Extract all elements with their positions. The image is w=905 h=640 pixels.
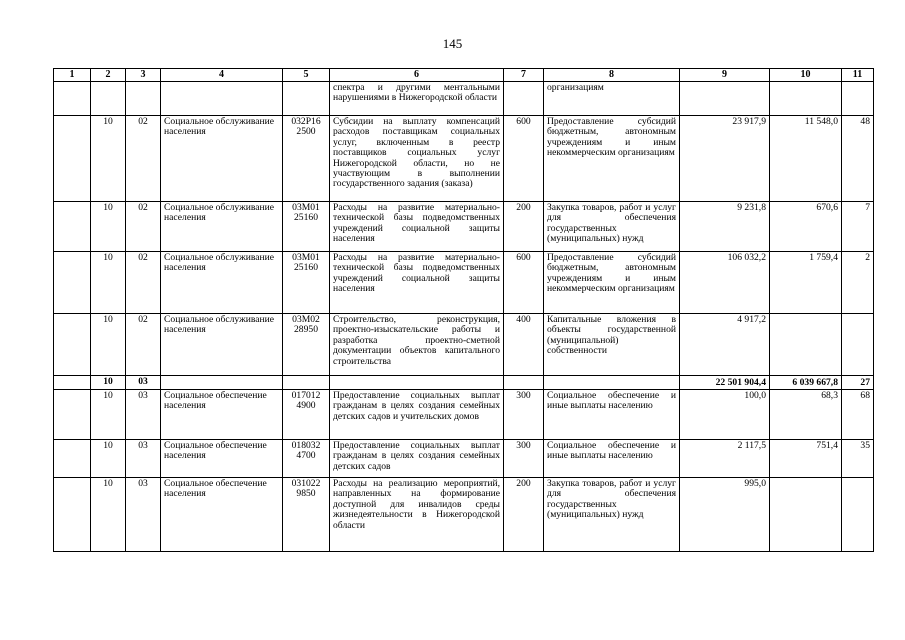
table-cell-col4: Социальное обслуживание населения xyxy=(161,116,283,202)
table-cell-col7: 200 xyxy=(504,202,544,252)
table-cell-col8: Предоставление субсидий бюджетным, автономным учреждениям и иным некоммерческим организациям xyxy=(544,116,680,202)
table-cell-col3: 02 xyxy=(126,116,161,202)
table-cell-col5: 032P16 2500 xyxy=(283,116,330,202)
table-cell-col6: Предоставление социальных выплат гражданам в целях создания семейных детских садов и учительских домов xyxy=(330,390,504,440)
table-cell-col1 xyxy=(54,82,91,116)
budget-table xyxy=(53,68,874,552)
table-cell-col4: Социальное обслуживание населения xyxy=(161,252,283,314)
table-cell-col1 xyxy=(54,376,91,390)
table-row xyxy=(54,478,874,552)
table-cell-col5: 017012 4900 xyxy=(283,390,330,440)
table-cell-col10 xyxy=(770,314,842,376)
table-cell-col2: 10 xyxy=(91,376,126,390)
table-cell-col7 xyxy=(504,376,544,390)
table-cell-col3: 03 xyxy=(126,390,161,440)
table-cell-col6: Строительство, реконструкция, проектно-изыскательские работы и разработка проектно-сметной документации объектов капитального строительства xyxy=(330,314,504,376)
table-cell-col8 xyxy=(544,376,680,390)
table-cell-col4: Социальное обеспечение населения xyxy=(161,478,283,552)
table-row xyxy=(54,252,874,314)
table-cell-col11: 27 xyxy=(842,376,874,390)
table-cell-col5: 031022 9850 xyxy=(283,478,330,552)
table-cell-col2 xyxy=(91,82,126,116)
table-cell-col5 xyxy=(283,82,330,116)
table-cell-col7: 400 xyxy=(504,314,544,376)
table-cell-col7: 600 xyxy=(504,252,544,314)
col-header-10: 10 xyxy=(770,69,842,82)
table-cell-col4: Социальное обслуживание населения xyxy=(161,314,283,376)
table-cell-col10: 68,3 xyxy=(770,390,842,440)
col-header-1: 1 xyxy=(54,69,91,82)
table-cell-col5: 018032 4700 xyxy=(283,440,330,478)
table-cell-col7: 200 xyxy=(504,478,544,552)
table-cell-col9: 100,0 xyxy=(680,390,770,440)
table-cell-col7: 300 xyxy=(504,440,544,478)
table-cell-col1 xyxy=(54,478,91,552)
table-cell-col8: Закупка товаров, работ и услуг для обеспечения государственных (муниципальных) нужд xyxy=(544,202,680,252)
table-cell-col7: 600 xyxy=(504,116,544,202)
table-cell-col9 xyxy=(680,82,770,116)
table-cell-col8: Социальное обеспечение и иные выплаты населению xyxy=(544,440,680,478)
table-cell-col6: Расходы на развитие материально-технической базы подведомственных учреждений социальной защиты населения xyxy=(330,202,504,252)
table-cell-col3: 03 xyxy=(126,440,161,478)
table-cell-col10: 670,6 xyxy=(770,202,842,252)
table-cell-col4 xyxy=(161,82,283,116)
col-header-11: 11 xyxy=(842,69,874,82)
table-cell-col6: Предоставление социальных выплат гражданам в целях создания семейных детских садов xyxy=(330,440,504,478)
table-cell-col10: 1 759,4 xyxy=(770,252,842,314)
table-cell-col11: 68 xyxy=(842,390,874,440)
table-cell-col2: 10 xyxy=(91,252,126,314)
table-cell-col10 xyxy=(770,82,842,116)
table-cell-col2: 10 xyxy=(91,440,126,478)
table-cell-col11: 35 xyxy=(842,440,874,478)
table-cell-col3 xyxy=(126,82,161,116)
col-header-7: 7 xyxy=(504,69,544,82)
table-row xyxy=(54,116,874,202)
table-cell-col6: Субсидии на выплату компенсаций расходов поставщикам социальных услуг, включенным в реестр поставщиков социальных услуг Нижегородской области, но не участвующим в выполнении государственного задания (заказа) xyxy=(330,116,504,202)
col-header-4: 4 xyxy=(161,69,283,82)
col-header-9: 9 xyxy=(680,69,770,82)
table-cell-col4: Социальное обеспечение населения xyxy=(161,390,283,440)
col-header-5: 5 xyxy=(283,69,330,82)
table-cell-col10: 751,4 xyxy=(770,440,842,478)
table-cell-col9: 106 032,2 xyxy=(680,252,770,314)
table-cell-col8: Закупка товаров, работ и услуг для обеспечения государственных (муниципальных) нужд xyxy=(544,478,680,552)
table-cell-col8: Капитальные вложения в объекты государственной (муниципальной) собственности xyxy=(544,314,680,376)
table-cell-col3: 03 xyxy=(126,376,161,390)
table-cell-col11: 2 xyxy=(842,252,874,314)
header-row xyxy=(54,69,874,82)
table-cell-col1 xyxy=(54,202,91,252)
table-cell-col1 xyxy=(54,390,91,440)
table-cell-col3: 02 xyxy=(126,252,161,314)
table-cell-col5: 03М02 28950 xyxy=(283,314,330,376)
col-header-6: 6 xyxy=(330,69,504,82)
table-cell-col8: Предоставление субсидий бюджетным, автономным учреждениям и иным некоммерческим организациям xyxy=(544,252,680,314)
table-cell-col9: 2 117,5 xyxy=(680,440,770,478)
table-cell-col10 xyxy=(770,478,842,552)
table-cell-col2: 10 xyxy=(91,314,126,376)
table-row xyxy=(54,314,874,376)
table-cell-col6 xyxy=(330,376,504,390)
table-cell-col1 xyxy=(54,440,91,478)
table-cell-col2: 10 xyxy=(91,116,126,202)
table-cell-col5: 03М01 25160 xyxy=(283,252,330,314)
table-cell-col7 xyxy=(504,82,544,116)
col-header-2: 2 xyxy=(91,69,126,82)
table-cell-col2: 10 xyxy=(91,390,126,440)
table-cell-col11 xyxy=(842,314,874,376)
table-cell-col2: 10 xyxy=(91,202,126,252)
table-total-row xyxy=(54,376,874,390)
table-cell-col8: Социальное обеспечение и иные выплаты населению xyxy=(544,390,680,440)
table-row xyxy=(54,440,874,478)
table-cell-col4: Социальное обслуживание населения xyxy=(161,202,283,252)
table-cell-col4: Социальное обеспечение населения xyxy=(161,440,283,478)
table-cell-col1 xyxy=(54,314,91,376)
table-cell-col2: 10 xyxy=(91,478,126,552)
table-cell-col9: 23 917,9 xyxy=(680,116,770,202)
table-cell-col3: 03 xyxy=(126,478,161,552)
table-cell-col3: 02 xyxy=(126,314,161,376)
table-cell-col10: 6 039 667,8 xyxy=(770,376,842,390)
table-cell-col6: Расходы на реализацию мероприятий, направленных на формирование доступной для инвалидов среды жизнедеятельности в Нижегородской области xyxy=(330,478,504,552)
table-cell-col9: 9 231,8 xyxy=(680,202,770,252)
table-cell-col4 xyxy=(161,376,283,390)
table-cell-col6: Расходы на развитие материально-технической базы подведомственных учреждений социальной защиты населения xyxy=(330,252,504,314)
table-cell-col9: 4 917,2 xyxy=(680,314,770,376)
table-cell-col11: 7 xyxy=(842,202,874,252)
table-cell-col5 xyxy=(283,376,330,390)
table-cell-col7: 300 xyxy=(504,390,544,440)
table-cell-col10: 11 548,0 xyxy=(770,116,842,202)
table-cell-col5: 03М01 25160 xyxy=(283,202,330,252)
table-cell-col11: 48 xyxy=(842,116,874,202)
table-cell-col9: 22 501 904,4 xyxy=(680,376,770,390)
table-cell-col8: организациям xyxy=(544,82,680,116)
table-row xyxy=(54,82,874,116)
table-cell-col9: 995,0 xyxy=(680,478,770,552)
table-cell-col1 xyxy=(54,116,91,202)
page-number: 145 xyxy=(442,36,463,51)
table-cell-col6: спектра и другими ментальными нарушениями в Нижегородской области xyxy=(330,82,504,116)
col-header-8: 8 xyxy=(544,69,680,82)
table-cell-col11 xyxy=(842,82,874,116)
table-cell-col3: 02 xyxy=(126,202,161,252)
col-header-3: 3 xyxy=(126,69,161,82)
table-cell-col1 xyxy=(54,252,91,314)
table-cell-col11 xyxy=(842,478,874,552)
table-row xyxy=(54,390,874,440)
table-row xyxy=(54,202,874,252)
